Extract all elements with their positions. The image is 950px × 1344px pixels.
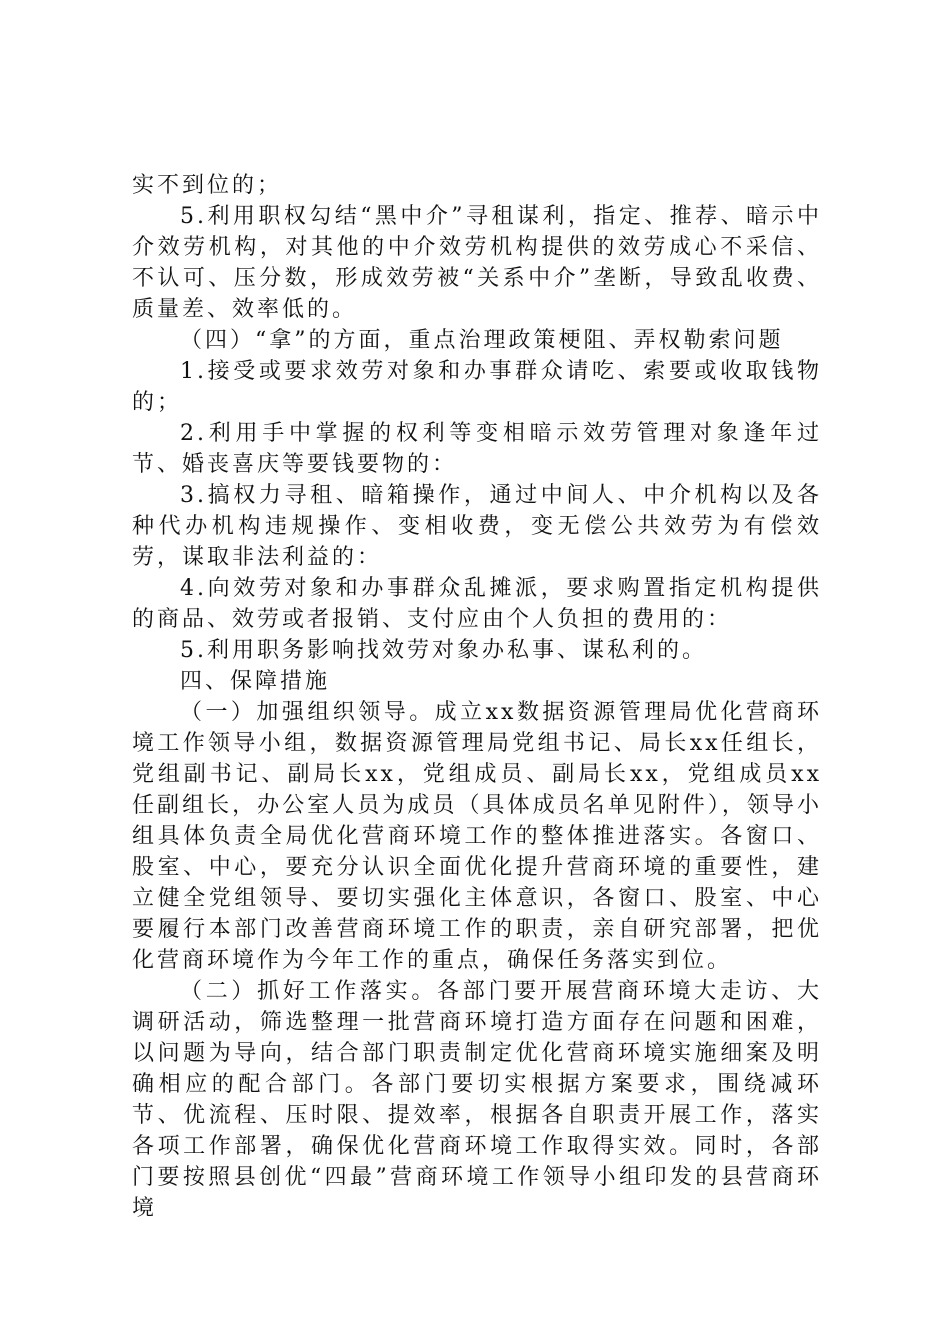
paragraph-item-5: 5.利用职务影响找效劳对象办私事、谋私利的。	[180, 638, 707, 663]
section-heading-safeguards: 四、保障措施	[180, 669, 331, 694]
paragraph-item-4: 4.向效劳对象和办事群众乱摊派，要求购置指定机构提供的商品、效劳或者报销、支付应由个人负担的费用的：	[132, 576, 822, 632]
paragraph-item-3: 3.搞权力寻租、暗箱操作，通过中间人、中介机构以及各种代办机构违规操作、变相收费，变无偿公共效劳为有偿效劳，谋取非法利益的：	[132, 483, 822, 570]
paragraph-item-5-black-intermediary: 5.利用职权勾结“黑中介”寻租谋利，指定、推荐、暗示中介效劳机构，对其他的中介效劳机构提供的效劳成心不采信、不认可、压分数，形成效劳被“关系中介”垄断，导致乱收费、质量差、效率低的。	[132, 204, 822, 322]
document-page	[132, 170, 822, 1224]
paragraph-continuation: 实不到位的；	[132, 173, 283, 198]
paragraph-item-2: 2.利用手中掌握的权利等变相暗示效劳管理对象逢年过节、婚丧喜庆等要钱要物的：	[132, 421, 822, 477]
paragraph-work-implementation: （二）抓好工作落实。各部门要开展营商环境大走访、大调研活动，筛选整理一批营商环境打造方面存在问题和困难，以问题为导向，结合部门职责制定优化营商环境实施细案及明确相应的配合部门。各部门要切实根据方案要求，围绕减环节、优流程、压时限、提效率，根据各自职责开展工作，落实各项工作部署，确保优化营商环境工作取得实效。同时，各部门要按照县创优“四最”营商环境工作领导小组印发的县营商环境	[132, 979, 822, 1221]
paragraph-item-1: 1.接受或要求效劳对象和办事群众请吃、索要或收取钱物的；	[132, 359, 822, 415]
section-heading-4-take: （四）“拿”的方面，重点治理政策梗阻、弄权勒索问题	[180, 328, 784, 353]
paragraph-organization-leadership: （一）加强组织领导。成立xx数据资源管理局优化营商环境工作领导小组，数据资源管理局党组书记、局长xx任组长，党组副书记、副局长xx，党组成员、副局长xx，党组成员xx任副组长，办公室人员为成员（具体成员名单见附件），领导小组具体负责全局优化营商环境工作的整体推进落实。各窗口、股室、中心，要充分认识全面优化提升营商环境的重要性，建立健全党组领导、要切实强化主体意识，各窗口、股室、中心要履行本部门改善营商环境工作的职责，亲自研究部署，把优化营商环境作为今年工作的重点，确保任务落实到位。	[132, 700, 822, 973]
